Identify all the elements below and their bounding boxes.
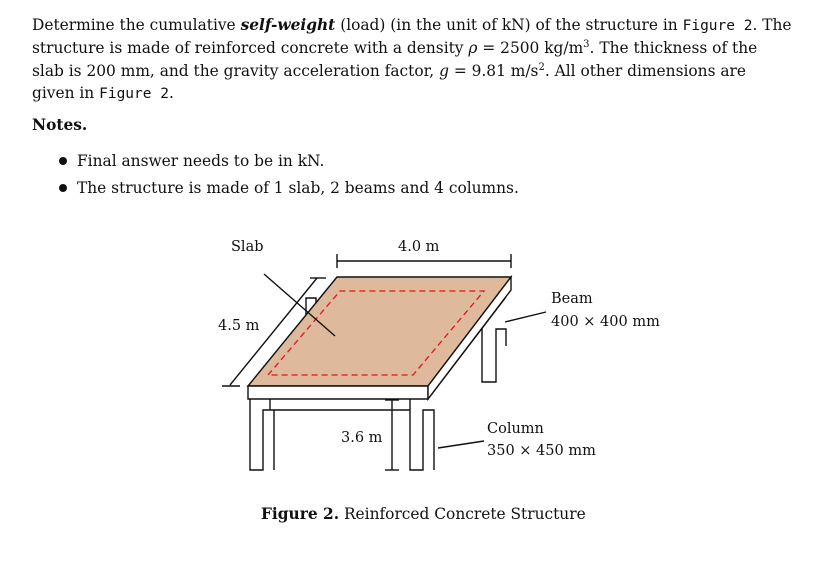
self-weight-emphasis: self-weight [240, 16, 336, 34]
list-item: Final answer needs to be in kN. [32, 149, 519, 176]
label-beam-title: Beam [551, 291, 593, 307]
label-length: 4.5 m [218, 318, 260, 334]
slab-front-face [248, 386, 428, 399]
figure-ref: Figure 2 [682, 18, 753, 34]
beam-leader [505, 312, 546, 322]
label-column-title: Column [487, 421, 544, 437]
g-symbol: g [439, 61, 449, 80]
column-front-left [250, 399, 274, 470]
label-height: 3.6 m [341, 430, 383, 446]
figure-ref: Figure 2 [99, 86, 169, 103]
rho-symbol: ρ [468, 39, 478, 58]
label-column-size: 350 × 450 mm [487, 443, 596, 459]
problem-statement: Determine the cumulative self-weight (load) (in the unit of kN) of the structure in Figure 2. The structure is made of reinforced concrete with a density ρ = 2500 $kg/m^3$. The thickness of the slab is 200 mm, and the gravity acceleration factor, g = 9.81 $m/s^2$. All other dimensions are given in Figure 2. [32, 16, 792, 103]
label-slab: Slab [231, 239, 264, 255]
column-front-right [410, 399, 434, 470]
column-leader [438, 441, 484, 448]
label-width: 4.0 m [398, 239, 440, 255]
column-back-right [482, 324, 506, 382]
figure-caption: Figure 2. Reinforced Concrete Structure [261, 505, 586, 523]
notes-heading: Notes. [32, 116, 88, 134]
label-beam-size: 400 × 400 mm [551, 314, 660, 330]
list-item: The structure is made of 1 slab, 2 beams and 4 columns. [32, 176, 519, 203]
